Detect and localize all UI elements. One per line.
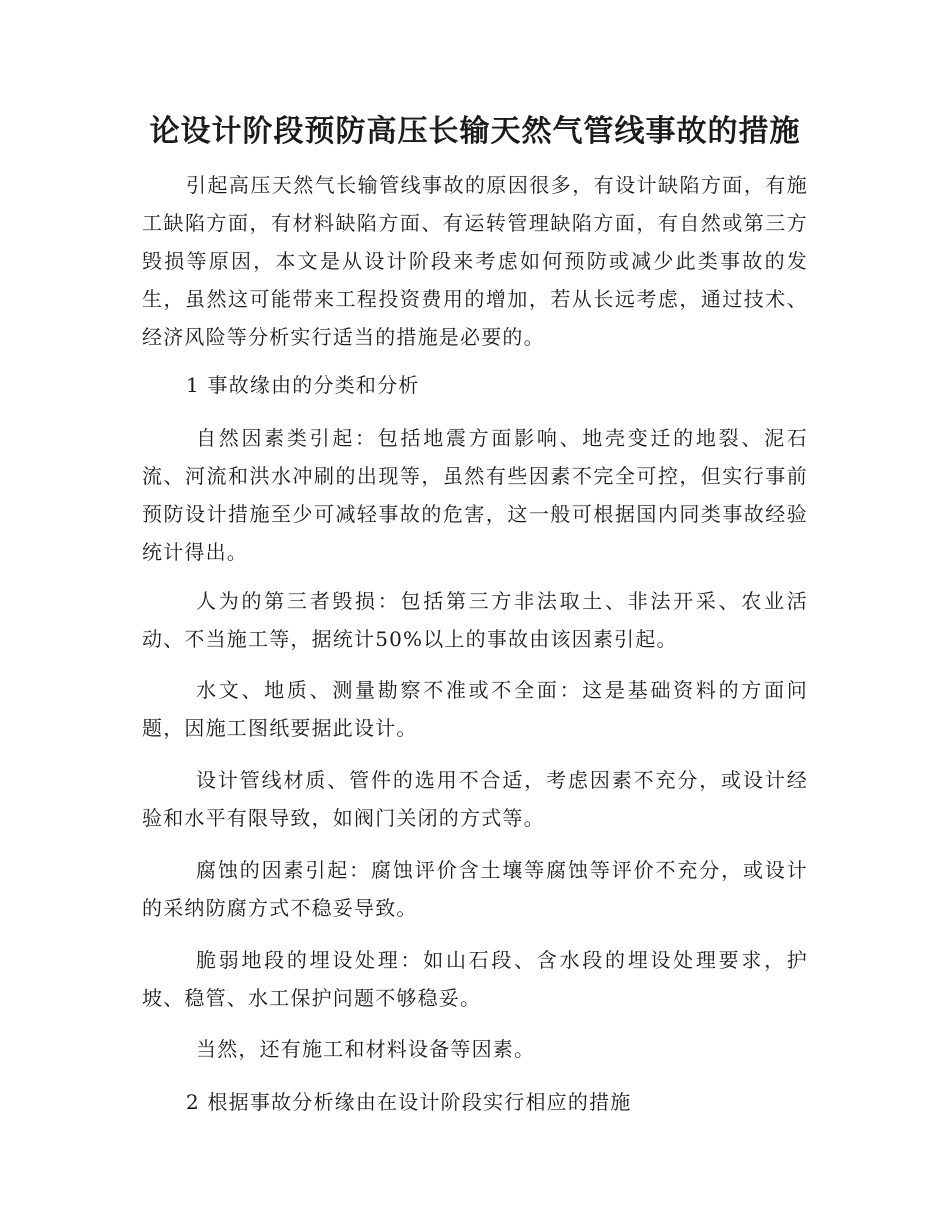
item-third-party-damage: 人为的第三者毁损：包括第三方非法取土、非法开采、农业活动、不当施工等，据统计50%以上的事故由该因素引起。 — [142, 589, 808, 651]
item-survey-inaccuracy: 水文、地质、测量勘察不准或不全面：这是基础资料的方面问题，因施工图纸要据此设计。 — [142, 678, 808, 740]
item-other-factors: 当然，还有施工和材料设备等因素。 — [196, 1037, 536, 1061]
section-2-heading: 2 根据事故分析缘由在设计阶段实行相应的措施 — [186, 1090, 632, 1114]
item-material-selection: 设计管线材质、管件的选用不合适，考虑因素不充分，或设计经验和水平有限导致，如阀门关闭的方式等。 — [142, 768, 808, 830]
item-corrosion: 腐蚀的因素引起：腐蚀评价含土壤等腐蚀等评价不充分，或设计的采纳防腐方式不稳妥导致。 — [142, 858, 808, 920]
intro-paragraph: 引起高压天然气长输管线事故的原因很多，有设计缺陷方面，有施工缺陷方面，有材料缺陷方面、有运转管理缺陷方面，有自然或第三方毁损等原因，本文是从设计阶段来考虑如何预防或减少此类事故的发生，虽然这可能带来工程投资费用的增加，若从长远考虑，通过技术、经济风险等分析实行适当的措施是必要的。 — [142, 173, 808, 349]
item-natural-factors: 自然因素类引起：包括地震方面影响、地壳变迁的地裂、泥石流、河流和洪水冲刷的出现等，虽然有些因素不完全可控，但实行事前预防设计措施至少可减轻事故的危害，这一般可根据国内同类事故经验统计得出。 — [142, 426, 808, 564]
document-title: 论设计阶段预防高压长输天然气管线事故的措施 — [149, 114, 801, 149]
item-weak-sections: 脆弱地段的埋设处理：如山石段、含水段的埋设处理要求，护坡、稳管、水工保护问题不够稳妥。 — [142, 948, 808, 1010]
section-1-heading: 1 事故缘由的分类和分析 — [186, 373, 420, 397]
